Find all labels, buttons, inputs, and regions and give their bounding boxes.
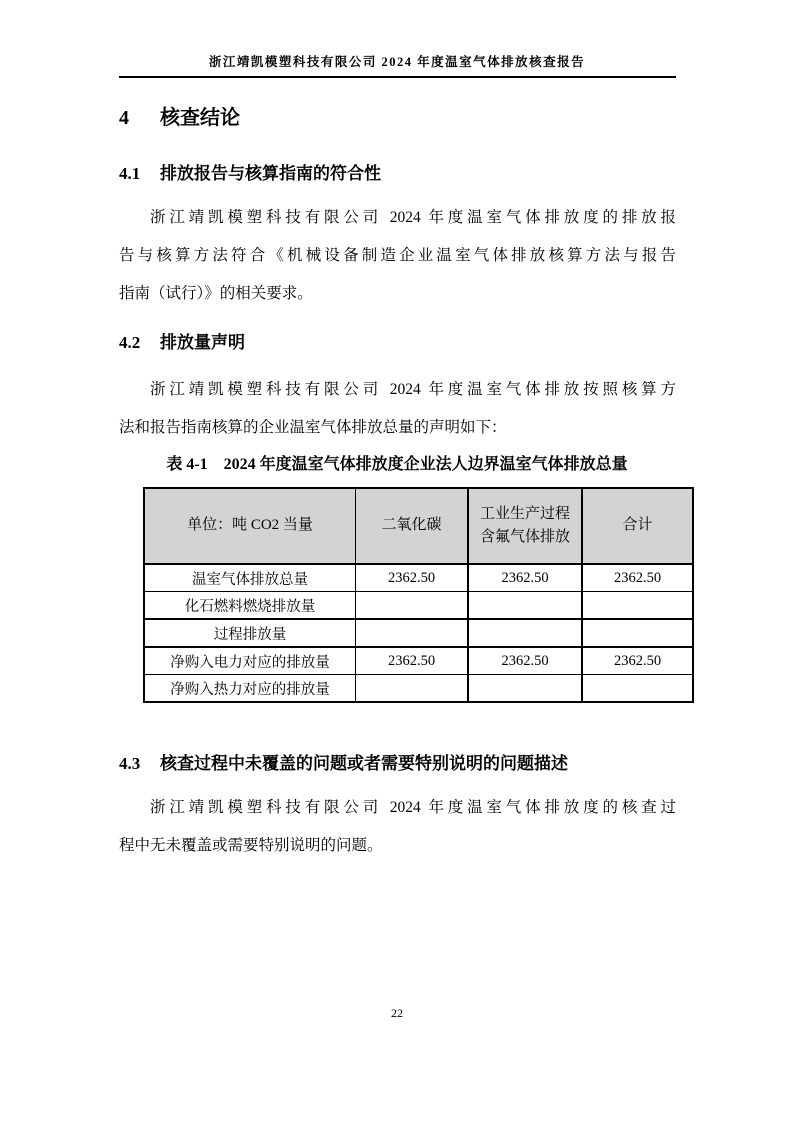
section-heading-4 bbox=[119, 101, 240, 130]
header-divider bbox=[119, 76, 676, 78]
cell-total bbox=[582, 592, 693, 620]
paragraph-line: 浙江靖凯模塑科技有限公司 2024 年度温室气体排放按照核算方 bbox=[150, 381, 676, 398]
table-caption-label: 表 4-1 bbox=[166, 456, 208, 473]
paragraph-line: 告与核算方法符合《机械设备制造企业温室气体排放核算方法与报告 bbox=[119, 247, 676, 264]
table-caption-title: 2024 年度温室气体排放度企业法人边界温室气体排放总量 bbox=[223, 456, 628, 473]
section-heading-4-2 bbox=[119, 328, 245, 353]
cell-process-fluoride: 2362.50 bbox=[468, 647, 582, 675]
cell-process-fluoride bbox=[468, 619, 582, 647]
paragraph-line: 浙江靖凯模塑科技有限公司 2024 年度温室气体排放度的排放报 bbox=[150, 209, 676, 226]
cell-total: 2362.50 bbox=[582, 564, 693, 592]
section-number: 4.2 bbox=[119, 333, 141, 352]
table-row bbox=[144, 564, 693, 592]
cell-process-fluoride bbox=[468, 592, 582, 620]
paragraph-line: 指南（试行）》的相关要求。 bbox=[119, 285, 313, 302]
cell-co2: 2362.50 bbox=[356, 564, 469, 592]
row-label: 温室气体排放总量 bbox=[144, 564, 356, 592]
section-heading-4-3 bbox=[119, 749, 568, 774]
section-number: 4.1 bbox=[119, 164, 141, 183]
table-caption bbox=[0, 451, 794, 474]
cell-total bbox=[582, 619, 693, 647]
table-row bbox=[144, 619, 693, 647]
cell-co2: 2362.50 bbox=[356, 647, 469, 675]
cell-total: 2362.50 bbox=[582, 647, 693, 675]
column-header-co2: 二氧化碳 bbox=[356, 488, 469, 564]
cell-co2 bbox=[356, 592, 469, 620]
section-number: 4.3 bbox=[119, 754, 141, 773]
cell-process-fluoride bbox=[468, 675, 582, 703]
emissions-table-container bbox=[143, 487, 694, 703]
table-row bbox=[144, 592, 693, 620]
paragraph-line: 浙江靖凯模塑科技有限公司 2024 年度温室气体排放度的核查过 bbox=[150, 799, 676, 816]
paragraph-4-3 bbox=[119, 789, 676, 865]
column-header-total: 合计 bbox=[582, 488, 693, 564]
section-title: 排放量声明 bbox=[160, 333, 245, 352]
column-header-process-fluoride: 工业生产过程含氟气体排放 bbox=[468, 488, 582, 564]
section-heading-4-1 bbox=[119, 159, 381, 184]
table-header-row bbox=[144, 488, 693, 564]
row-label: 化石燃料燃烧排放量 bbox=[144, 592, 356, 620]
paragraph-line: 程中无未覆盖或需要特别说明的问题。 bbox=[119, 837, 383, 854]
paragraph-4-2 bbox=[119, 371, 676, 447]
row-label: 过程排放量 bbox=[144, 619, 356, 647]
emissions-table bbox=[143, 487, 694, 703]
section-number: 4 bbox=[119, 107, 129, 129]
paragraph-line: 法和报告指南核算的企业温室气体排放总量的声明如下： bbox=[119, 419, 507, 436]
cell-co2 bbox=[356, 619, 469, 647]
cell-total bbox=[582, 675, 693, 703]
section-title: 排放报告与核算指南的符合性 bbox=[160, 164, 381, 183]
column-header-unit: 单位：吨 CO2 当量 bbox=[144, 488, 356, 564]
cell-co2 bbox=[356, 675, 469, 703]
page-number: 22 bbox=[391, 1006, 403, 1020]
cell-process-fluoride: 2362.50 bbox=[468, 564, 582, 592]
row-label: 净购入热力对应的排放量 bbox=[144, 675, 356, 703]
table-row bbox=[144, 675, 693, 703]
section-title: 核查结论 bbox=[160, 107, 240, 129]
section-title: 核查过程中未覆盖的问题或者需要特别说明的问题描述 bbox=[160, 754, 568, 773]
paragraph-4-1 bbox=[119, 199, 676, 313]
page-header-title: 浙江靖凯模塑科技有限公司 2024 年度温室气体排放核查报告 bbox=[208, 55, 586, 69]
row-label: 净购入电力对应的排放量 bbox=[144, 647, 356, 675]
table-row bbox=[144, 647, 693, 675]
